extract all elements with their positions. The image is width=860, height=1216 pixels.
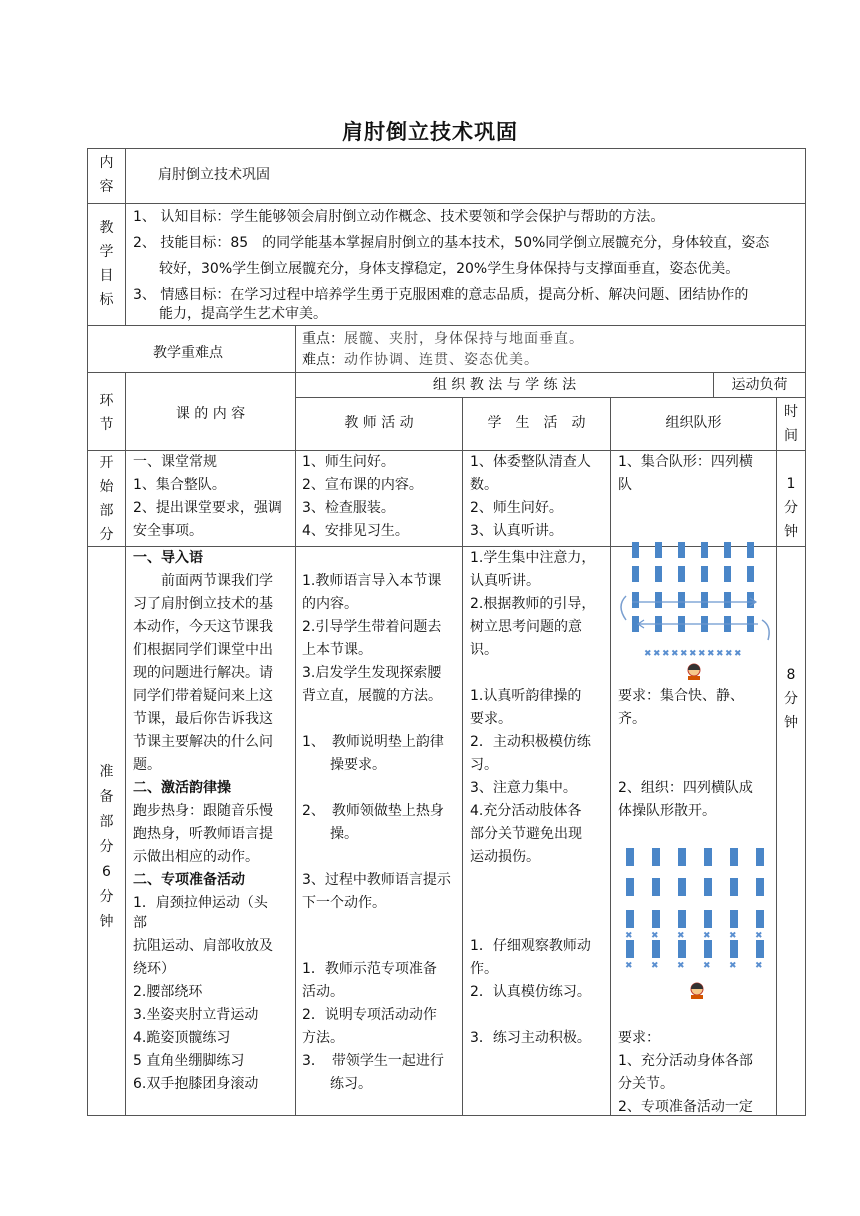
student-marker bbox=[724, 542, 731, 558]
student-marker bbox=[652, 848, 660, 866]
student-marker bbox=[756, 940, 764, 958]
student-marker bbox=[678, 566, 685, 582]
mat-marker: ✖ bbox=[653, 649, 661, 659]
mat-marker: ✖ bbox=[671, 649, 679, 659]
key-point: 重点：展髋、夹肘，身体保持与地面垂直。 bbox=[302, 331, 584, 347]
student-marker bbox=[747, 542, 754, 558]
formation-diagram-2 bbox=[612, 840, 776, 1000]
mat-marker: ✖ bbox=[729, 931, 737, 941]
student-marker bbox=[701, 542, 708, 558]
mat-marker: ✖ bbox=[707, 649, 715, 659]
student-marker bbox=[704, 848, 712, 866]
student-marker bbox=[678, 848, 686, 866]
mat-marker: ✖ bbox=[651, 931, 659, 941]
student-marker bbox=[730, 910, 738, 928]
mat-marker: ✖ bbox=[716, 649, 724, 659]
teacher-icon bbox=[688, 664, 700, 680]
header-formation: 组织队形 bbox=[665, 415, 722, 431]
mat-marker: ✖ bbox=[677, 961, 685, 971]
student-marker bbox=[678, 592, 685, 608]
mat-marker: ✖ bbox=[755, 961, 763, 971]
mat-marker: ✖ bbox=[677, 931, 685, 941]
student-marker bbox=[730, 940, 738, 958]
student-marker bbox=[704, 940, 712, 958]
student-marker bbox=[724, 592, 731, 608]
student-marker bbox=[678, 940, 686, 958]
goals-label: 教 学 目 标 bbox=[99, 220, 114, 308]
student-marker bbox=[756, 910, 764, 928]
student-marker bbox=[655, 592, 662, 608]
header-org: 组 织 教 法 与 学 练 法 bbox=[432, 377, 577, 393]
student-marker bbox=[756, 878, 764, 896]
student-marker bbox=[678, 910, 686, 928]
start-section-label: 开 始 部 分 bbox=[99, 455, 114, 543]
teacher-icon bbox=[691, 983, 703, 999]
header-time: 时 间 bbox=[784, 404, 798, 444]
mat-marker: ✖ bbox=[698, 649, 706, 659]
student-marker bbox=[724, 566, 731, 582]
student-marker bbox=[756, 848, 764, 866]
difficult-point: 难点：动作协调、连贯、姿态优美。 bbox=[302, 352, 539, 368]
student-marker bbox=[632, 542, 639, 558]
prep-time: 8 分 钟 bbox=[784, 667, 798, 731]
mat-marker: ✖ bbox=[644, 649, 652, 659]
difficulty-label: 教学重难点 bbox=[153, 345, 223, 361]
header-load: 运动负荷 bbox=[731, 377, 788, 393]
header-section: 环 节 bbox=[99, 393, 114, 433]
student-marker bbox=[652, 940, 660, 958]
content-label: 内 容 bbox=[99, 155, 114, 195]
mat-marker: ✖ bbox=[725, 649, 733, 659]
mat-marker: ✖ bbox=[625, 961, 633, 971]
mat-marker: ✖ bbox=[729, 961, 737, 971]
student-marker bbox=[655, 542, 662, 558]
student-marker bbox=[701, 566, 708, 582]
mat-marker: ✖ bbox=[662, 649, 670, 659]
student-marker bbox=[678, 542, 685, 558]
header-content: 课 的 内 容 bbox=[175, 406, 246, 422]
student-marker bbox=[652, 910, 660, 928]
student-marker bbox=[652, 878, 660, 896]
student-marker bbox=[626, 910, 634, 928]
student-marker bbox=[678, 878, 686, 896]
student-marker bbox=[632, 566, 639, 582]
mat-marker: ✖ bbox=[755, 931, 763, 941]
student-marker bbox=[730, 848, 738, 866]
page-title: 肩肘倒立技术巩固 bbox=[342, 120, 518, 144]
mat-marker: ✖ bbox=[625, 931, 633, 941]
student-marker bbox=[704, 878, 712, 896]
student-marker bbox=[626, 848, 634, 866]
student-marker bbox=[632, 592, 639, 608]
student-marker bbox=[747, 566, 754, 582]
start-time: 1 分 钟 bbox=[784, 476, 798, 540]
student-marker bbox=[626, 878, 634, 896]
prep-section-label: 准 备 部 分 6 分 钟 bbox=[99, 764, 114, 930]
student-marker bbox=[701, 592, 708, 608]
mat-marker: ✖ bbox=[651, 961, 659, 971]
header-teacher: 教 师 活 动 bbox=[344, 415, 414, 431]
mat-marker: ✖ bbox=[703, 931, 711, 941]
student-marker bbox=[730, 878, 738, 896]
header-student: 学 生 活 动 bbox=[487, 415, 586, 431]
student-marker bbox=[626, 940, 634, 958]
student-marker bbox=[655, 566, 662, 582]
mat-marker: ✖ bbox=[703, 961, 711, 971]
content-value: 肩肘倒立技术巩固 bbox=[158, 167, 270, 183]
mat-marker: ✖ bbox=[734, 649, 742, 659]
mat-marker: ✖ bbox=[680, 649, 688, 659]
student-marker bbox=[704, 910, 712, 928]
mat-marker: ✖ bbox=[689, 649, 697, 659]
formation-diagram-1 bbox=[612, 536, 776, 686]
